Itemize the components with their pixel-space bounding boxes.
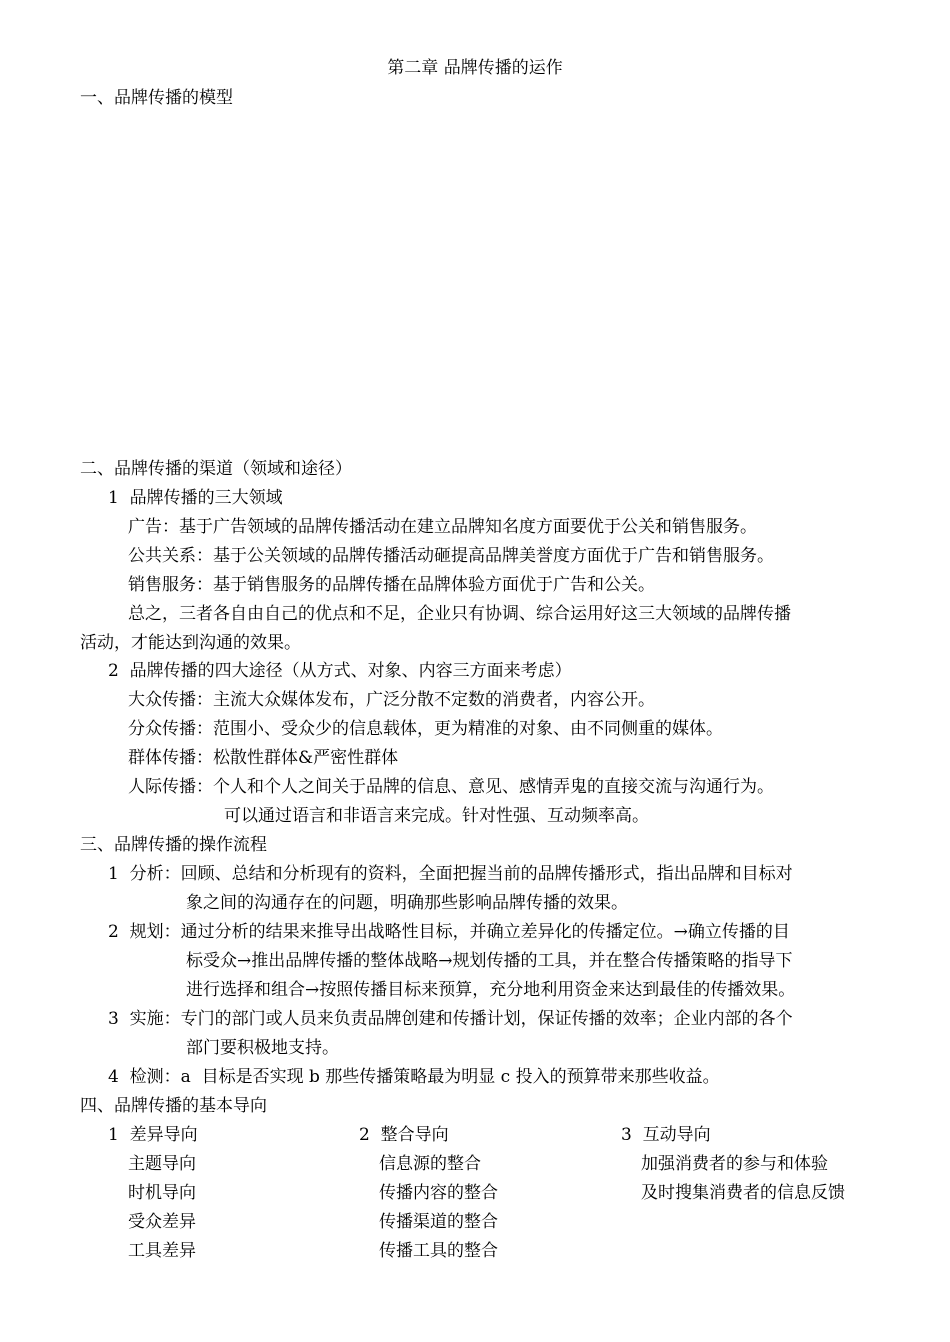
list-item: 及时搜集消费者的信息反馈 — [641, 1183, 845, 1203]
paragraph-line: 3 实施：专门的部门或人员来负责品牌创建和传播计划，保证传播的效率；企业内部的各个 — [108, 1009, 793, 1029]
paragraph-line: 4 检测：a 目标是否实现 b 那些传播策略最为明显 c 投入的预算带来那些收益。 — [108, 1067, 720, 1087]
column-heading: 3 互动导向 — [621, 1125, 711, 1145]
list-item: 传播工具的整合 — [379, 1241, 498, 1261]
paragraph-line: 部门要积极地支持。 — [186, 1038, 339, 1058]
section-3-heading: 三、品牌传播的操作流程 — [80, 835, 267, 855]
column-heading: 1 差异导向 — [108, 1125, 198, 1145]
paragraph-line: 标受众→推出品牌传播的整体战略→规划传播的工具，并在整合传播策略的指导下 — [186, 951, 793, 971]
list-item: 加强消费者的参与和体验 — [641, 1154, 828, 1174]
paragraph-line: 分众传播：范围小、受众少的信息载体，更为精准的对象、由不同侧重的媒体。 — [128, 719, 723, 739]
paragraph-line: 1 分析：回顾、总结和分析现有的资料，全面把握当前的品牌传播形式，指出品牌和目标对 — [108, 864, 793, 884]
paragraph-line: 2 规划：通过分析的结果来推导出战略性目标，并确立差异化的传播定位。→确立传播的目 — [108, 922, 790, 942]
paragraph-line: 广告：基于广告领域的品牌传播活动在建立品牌知名度方面要优于公关和销售服务。 — [128, 517, 757, 537]
paragraph-line: 总之，三者各自由自己的优点和不足，企业只有协调、综合运用好这三大领域的品牌传播 — [128, 604, 791, 624]
paragraph-line: 销售服务：基于销售服务的品牌传播在品牌体验方面优于广告和公关。 — [128, 575, 655, 595]
paragraph-line: 活动，才能达到沟通的效果。 — [80, 633, 301, 653]
list-item: 信息源的整合 — [379, 1154, 481, 1174]
paragraph-line: 群体传播：松散性群体&严密性群体 — [128, 748, 399, 768]
paragraph-line: 大众传播：主流大众媒体发布，广泛分散不定数的消费者，内容公开。 — [128, 690, 655, 710]
section-2-heading: 二、品牌传播的渠道（领域和途径） — [80, 459, 352, 479]
paragraph-line: 象之间的沟通存在的问题，明确那些影响品牌传播的效果。 — [186, 893, 628, 913]
list-item: 主题导向 — [128, 1154, 196, 1174]
paragraph-line: 公共关系：基于公关领域的品牌传播活动砸提高品牌美誉度方面优于广告和销售服务。 — [128, 546, 774, 566]
list-item: 传播内容的整合 — [379, 1183, 498, 1203]
paragraph-line: 人际传播：个人和个人之间关于品牌的信息、意见、感情弄鬼的直接交流与沟通行为。 — [128, 777, 774, 797]
column-heading: 2 整合导向 — [359, 1125, 449, 1145]
section-2-2-heading: 2 品牌传播的四大途径（从方式、对象、内容三方面来考虑） — [108, 661, 572, 681]
section-1-heading: 一、品牌传播的模型 — [80, 88, 233, 108]
paragraph-line: 进行选择和组合→按照传播目标来预算，充分地利用资金来达到最佳的传播效果。 — [186, 980, 796, 1000]
list-item: 工具差异 — [128, 1241, 196, 1261]
section-2-1-heading: 1 品牌传播的三大领域 — [108, 488, 283, 508]
chapter-title: 第二章 品牌传播的运作 — [387, 58, 563, 78]
section-4-heading: 四、品牌传播的基本导向 — [80, 1096, 267, 1116]
list-item: 受众差异 — [128, 1212, 196, 1232]
paragraph-line: 可以通过语言和非语言来完成。针对性强、互动频率高。 — [224, 806, 649, 826]
list-item: 传播渠道的整合 — [379, 1212, 498, 1232]
list-item: 时机导向 — [128, 1183, 196, 1203]
